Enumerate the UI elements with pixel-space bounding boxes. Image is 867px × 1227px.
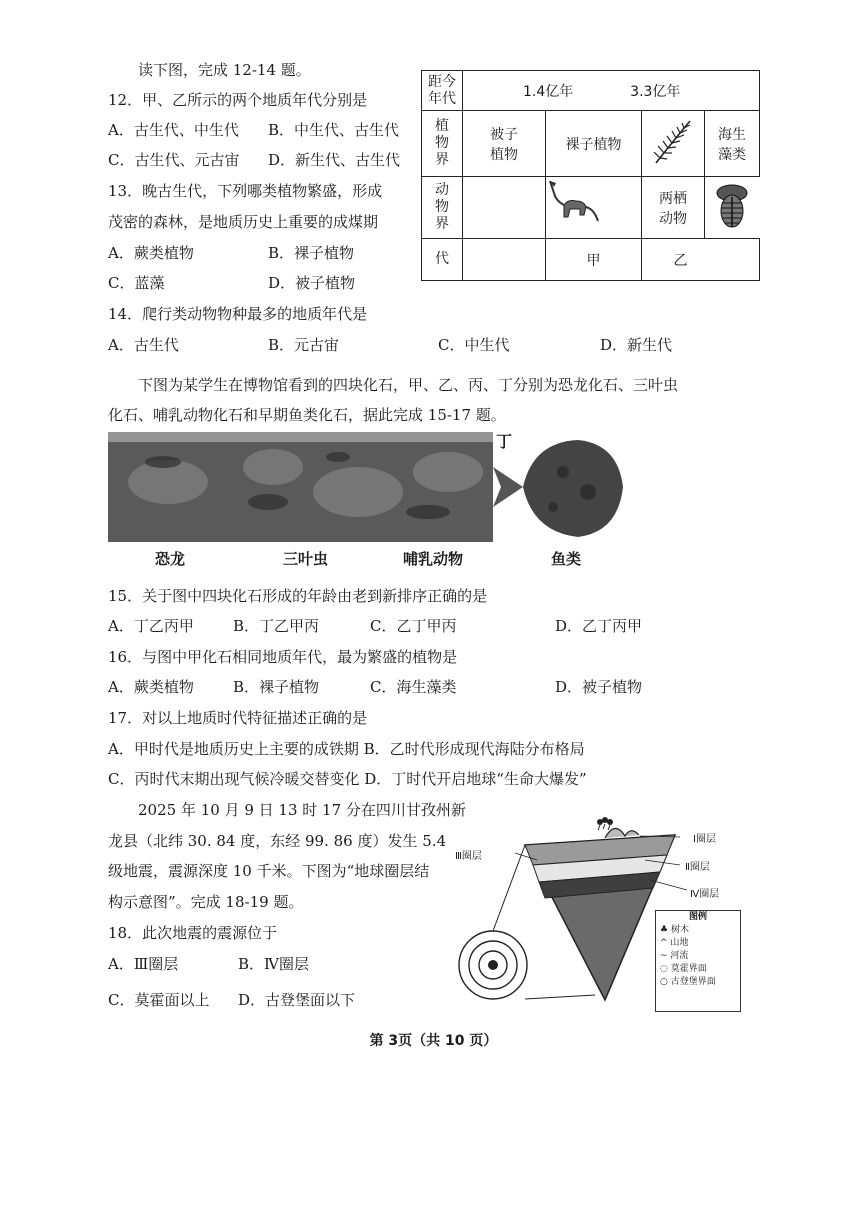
cell-dinosaur-picture (546, 177, 642, 239)
q12-option-a: A．古生代、中生代 (108, 121, 239, 139)
q14-option-d: D．新生代 (600, 336, 673, 354)
age-label-1: 1.4亿年 (523, 83, 574, 100)
table-header-age (422, 71, 463, 111)
legend-item-gutenberg: ○ 古登堡界面 (660, 977, 716, 987)
legend-item-river: ~ 河流 (660, 951, 689, 961)
cell-angiosperm: 被子 植物 (463, 111, 546, 177)
legend-item-mountain: ^ 山地 (660, 938, 689, 948)
dinosaur-icon (546, 179, 602, 233)
q13-option-d: D．被子植物 (268, 274, 356, 292)
intro-18-19-line1: 2025 年 10 月 9 日 13 时 17 分在四川甘孜州新 (138, 801, 466, 819)
cell-era-empty (463, 239, 546, 281)
fossil-photo-strip (108, 432, 493, 542)
q18-stem: 18．此次地震的震源位于 (108, 924, 278, 942)
q12-option-c: C．古生代、元古宙 (108, 151, 240, 169)
q16-option-c: C．海生藻类 (370, 678, 457, 696)
table-header-age-line2: 年代 (428, 90, 456, 107)
q18-option-b: B．Ⅳ圈层 (238, 955, 310, 973)
geologic-era-table (421, 70, 760, 281)
q15-stem: 15．关于图中四块化石形成的年龄由老到新排序正确的是 (108, 587, 488, 605)
layer-label-3: Ⅲ圈层 (455, 851, 482, 862)
mountain-icon: ^ (660, 938, 671, 948)
intro-15-17-line1: 下图为某学生在博物馆看到的四块化石，甲、乙、丙、丁分别为恐龙化石、三叶虫 (138, 376, 679, 394)
q16-option-d: D．被子植物 (555, 678, 643, 696)
legend-item-tree: ♣ 树木 (660, 925, 689, 935)
legend-item-moho: ◌ 莫霍界面 (660, 964, 707, 974)
moho-boundary-icon: ◌ (660, 964, 671, 974)
cell-fern-picture (642, 111, 705, 177)
q13-option-c: C．蓝藻 (108, 274, 165, 292)
q15-option-b: B．丁乙甲丙 (233, 617, 320, 635)
fossil-label-ding: 丁 (496, 432, 513, 451)
q17-options-ab: A．甲时代是地质历史上主要的成铁期 B．乙时代形成现代海陆分布格局 (108, 740, 585, 758)
caption-fish: 鱼类 (551, 550, 582, 568)
cell-trilobite-picture (705, 177, 760, 239)
q12-option-d: D．新生代、古生代 (268, 151, 401, 169)
river-icon: ~ (660, 951, 671, 961)
cell-era-yi: 乙 (642, 239, 760, 281)
q14-option-c: C．中生代 (438, 336, 510, 354)
caption-mammal: 哺乳动物 (403, 550, 464, 568)
table-header-animals: 动 物 界 (422, 177, 463, 239)
layer-label-2: Ⅱ圈层 (685, 862, 710, 873)
table-header-era: 代 (422, 239, 463, 281)
q13-option-b: B．裸子植物 (268, 244, 355, 262)
intro-18-19-line2: 龙县（北纬 30. 84 度，东经 99. 86 度）发生 5.4 (108, 832, 447, 850)
trilobite-icon (713, 183, 751, 229)
q13-stem-line2: 茂密的森林，是地质历史上重要的成煤期 (108, 213, 379, 231)
intro-18-19-line3: 级地震，震源深度 10 千米。下图为“地球圈层结 (108, 862, 430, 880)
cell-amphibian: 两栖 动物 (642, 177, 705, 239)
q12-option-b: B．中生代、古生代 (268, 121, 400, 139)
page-footer: 第 3页（共 10 页） (369, 1033, 498, 1049)
caption-trilobite: 三叶虫 (283, 550, 329, 568)
q18-option-a: A．Ⅲ圈层 (108, 955, 179, 973)
q16-option-a: A．蕨类植物 (108, 678, 194, 696)
caption-dinosaur: 恐龙 (155, 550, 186, 568)
q14-option-b: B．元古宙 (268, 336, 340, 354)
q13-stem-line1: 13．晚古生代，下列哪类植物繁盛，形成 (108, 182, 383, 200)
q18-option-d: D．古登堡面以下 (238, 991, 356, 1009)
intro-12-14: 读下图，完成 12-14 题。 (138, 61, 311, 79)
intro-18-19-line4: 构示意图”。完成 18-19 题。 (108, 893, 304, 911)
fish-fossil-photo (493, 432, 631, 542)
intro-15-17-line2: 化石、哺乳动物化石和早期鱼类化石，据此完成 15-17 题。 (108, 406, 506, 424)
fossil-texture-image (108, 432, 493, 542)
table-header-age-line1: 距今 (428, 73, 456, 90)
q18-option-c: C．莫霍面以上 (108, 991, 210, 1009)
table-header-plants: 植 物 界 (422, 111, 463, 177)
q16-option-b: B．裸子植物 (233, 678, 320, 696)
fern-icon (650, 117, 696, 167)
q15-option-c: C．乙丁甲丙 (370, 617, 457, 635)
age-scale-cell (463, 71, 760, 111)
fish-fossil-image (493, 432, 631, 542)
q13-option-a: A．蕨类植物 (108, 244, 194, 262)
gutenberg-boundary-icon: ○ (660, 977, 671, 987)
age-label-2: 3.3亿年 (630, 83, 681, 100)
q14-option-a: A．古生代 (108, 336, 179, 354)
q17-stem: 17．对以上地质时代特征描述正确的是 (108, 709, 368, 727)
tree-icon: ♣ (660, 925, 671, 935)
cell-marine-algae: 海生 藻类 (705, 111, 760, 177)
q16-stem: 16．与图中甲化石相同地质年代，最为繁盛的植物是 (108, 648, 458, 666)
cell-gymnosperm: 裸子植物 (546, 111, 642, 177)
diagram-legend (655, 910, 741, 1012)
q17-options-cd: C．丙时代末期出现气候冷暖交替变化 D．丁时代开启地球“生命大爆发” (108, 770, 587, 788)
cell-animal-empty (463, 177, 546, 239)
cell-era-jia: 甲 (546, 239, 642, 281)
q15-option-d: D．乙丁丙甲 (555, 617, 643, 635)
legend-title: 图例 (688, 912, 707, 922)
layer-label-1: Ⅰ圈层 (693, 834, 716, 845)
q15-option-a: A．丁乙丙甲 (108, 617, 194, 635)
q14-stem: 14．爬行类动物物种最多的地质年代是 (108, 305, 368, 323)
q12-stem: 12．甲、乙所示的两个地质年代分别是 (108, 91, 368, 109)
layer-label-4: Ⅳ圈层 (690, 889, 720, 900)
